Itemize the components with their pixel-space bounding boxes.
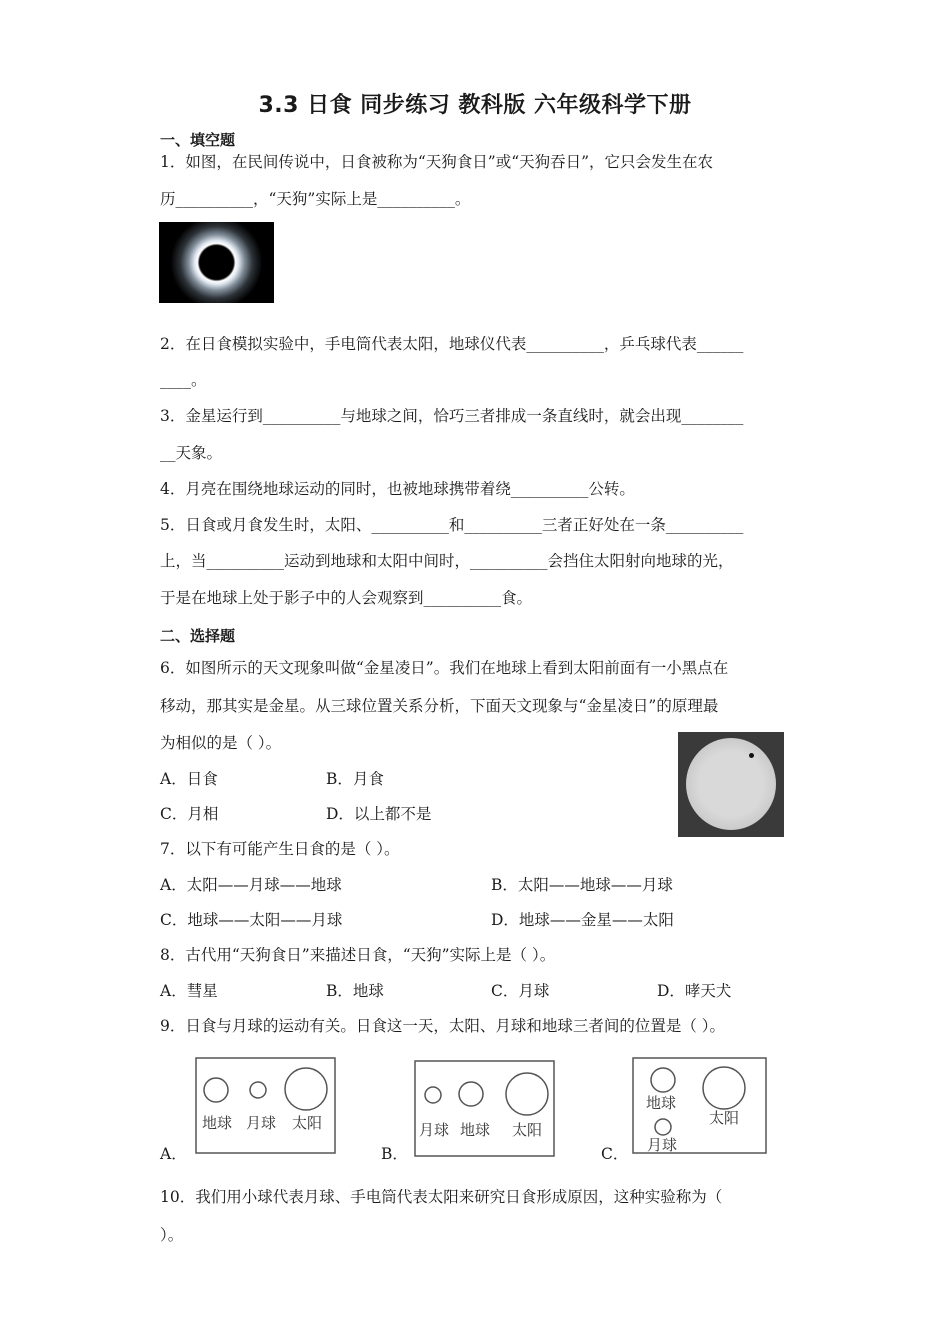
venus-dot [749,753,754,758]
q6-option-d[interactable]: D．以上都不是 [326,805,432,823]
q5-line2: 上，当__________运动到地球和太阳中间时，__________会挡住太阳射向地球的光， [160,552,734,570]
q9-diagram-b[interactable] [414,1060,556,1162]
q9-option-a[interactable]: A． [160,1145,187,1163]
q6-option-c[interactable]: C．月相 [160,805,219,823]
q3-line2: __天象。 [160,444,223,462]
q7-option-b[interactable]: B．太阳——地球——月球 [491,876,673,894]
q9-diagram-c[interactable] [632,1057,768,1159]
q5-line1: 5．日食或月食发生时，太阳、__________和__________三者正好处在一条__________ [160,516,744,534]
q10-line2: ）。 [160,1226,184,1244]
q1-line1: 1．如图，在民间传说中，日食被称为“天狗食日”或“天狗吞日”，它只会发生在农 [160,153,714,171]
diag-b-label-sun: 太阳 [512,1121,543,1139]
q8-option-d[interactable]: D．哮天犬 [657,982,732,1000]
section-fill-in-blank: 一、填空题 [160,131,236,149]
q9-option-b[interactable]: B． [381,1145,408,1163]
diag-a-label-earth: 地球 [202,1114,233,1132]
diag-a-label-moon: 月球 [246,1114,277,1132]
q8-option-a[interactable]: A．彗星 [160,982,218,1000]
page-title: 3.3 日食 同步练习 教科版 六年级科学下册 [258,93,692,118]
q9-option-c[interactable]: C． [601,1145,629,1163]
q1-line2: 历__________，“天狗”实际上是__________。 [160,190,471,208]
q6-line2: 移动，那其实是金星。从三球位置关系分析，下面天文现象与“金星凌日”的原理最 [160,697,719,715]
diag-b-label-moon: 月球 [419,1121,450,1139]
q4-line1: 4．月亮在围绕地球运动的同时，也被地球携带着绕__________公转。 [160,480,635,498]
q7-line1: 7．以下有可能产生日食的是（ ）。 [160,840,400,858]
q9-line1: 9．日食与月球的运动有关。日食这一天，太阳、月球和地球三者间的位置是（ ）。 [160,1017,726,1035]
solar-eclipse-image [159,222,274,303]
section-multiple-choice: 二、选择题 [160,627,236,645]
q8-option-b[interactable]: B．地球 [326,982,384,1000]
q2-line2: ____。 [160,371,207,389]
q7-option-c[interactable]: C．地球——太阳——月球 [160,911,343,929]
q2-line1: 2．在日食模拟实验中，手电筒代表太阳，地球仪代表__________，乒乓球代表______ [160,335,744,353]
q6-option-b[interactable]: B．月食 [326,770,384,788]
venus-transit-image [678,732,784,837]
q7-option-d[interactable]: D．地球——金星——太阳 [491,911,674,929]
diag-c-label-earth: 地球 [646,1094,677,1112]
diag-a-label-sun: 太阳 [292,1114,323,1132]
q8-option-c[interactable]: C．月球 [491,982,550,1000]
diag-c-label-sun: 太阳 [709,1109,740,1127]
q7-option-a[interactable]: A．太阳——月球——地球 [160,876,342,894]
q3-line1: 3．金星运行到__________与地球之间，恰巧三者排成一条直线时，就会出现________ [160,407,744,425]
sun-disk [686,738,776,830]
q9-diagram-a[interactable] [195,1057,337,1159]
q6-line3: 为相似的是（ ）。 [160,734,282,752]
q8-line1: 8．古代用“天狗食日”来描述日食，“天狗”实际上是（ ）。 [160,946,556,964]
diag-c-label-moon: 月球 [647,1136,678,1154]
q5-line3: 于是在地球上处于影子中的人会观察到__________食。 [160,589,533,607]
q6-line1: 6．如图所示的天文现象叫做“金星凌日”。我们在地球上看到太阳前面有一小黑点在 [160,659,729,677]
q10-line1: 10．我们用小球代表月球、手电筒代表太阳来研究日食形成原因，这种实验称为（ [160,1188,723,1206]
q6-option-a[interactable]: A．日食 [160,770,218,788]
diag-b-label-earth: 地球 [460,1121,491,1139]
